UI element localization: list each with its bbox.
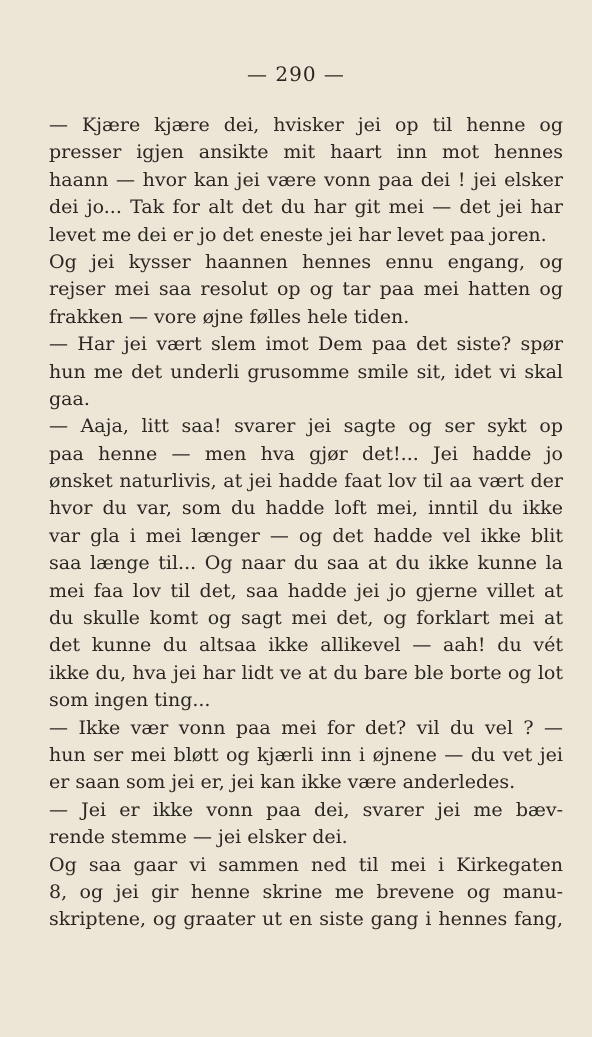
- text-line: du skulle komt og sagt mei det, og forklart mei at: [49, 607, 563, 630]
- text-line: som ingen ting...: [49, 689, 211, 712]
- text-line: Og saa gaar vi sammen ned til mei i Kirkegaten: [49, 853, 563, 876]
- text-line: mei faa lov til det, saa hadde jei jo gjerne villet at: [49, 579, 563, 602]
- text-line: presser igjen ansikte mit haart inn mot hennes: [49, 141, 563, 164]
- body-text: [49, 112, 563, 934]
- text-line: gaa.: [49, 387, 90, 410]
- text-line: saa længe til... Og naar du saa at du ikke kunne la: [49, 552, 563, 575]
- text-line: rejser mei saa resolut op og tar paa mei hatten og: [49, 278, 563, 301]
- text-line: — Ikke vær vonn paa mei for det? vil du vel ? —: [49, 716, 563, 739]
- text-line: haann — hvor kan jei være vonn paa dei ! jei elsker: [49, 168, 563, 191]
- text-line: Og jei kysser haannen hennes ennu engang, og: [49, 250, 563, 273]
- text-line: frakken — vore øjne følles hele tiden.: [49, 305, 410, 328]
- text-line: ikke du, hva jei har lidt ve at du bare ble borte og lot: [49, 661, 563, 684]
- page-number: — 290 —: [247, 62, 345, 86]
- text-line: er saan som jei er, jei kan ikke være anderledes.: [49, 771, 516, 794]
- text-line: hun me det underli grusomme smile sit, idet vi skal: [49, 360, 563, 383]
- text-line: — Kjære kjære dei, hvisker jei op til henne og: [49, 114, 563, 136]
- text-line: — Aaja, litt saa! svarer jei sagte og ser sykt op: [49, 415, 563, 438]
- text-line: levet me dei er jo det eneste jei har levet paa joren.: [49, 223, 547, 246]
- text-line: det kunne du altsaa ikke allikevel — aah! du vét: [49, 634, 563, 657]
- text-line: — Har jei vært slem imot Dem paa det siste? spør: [49, 333, 563, 356]
- text-line: — Jei er ikke vonn paa dei, svarer jei me bæv-: [49, 798, 563, 821]
- text-line: dei jo... Tak for alt det du har git mei — det jei har: [49, 196, 563, 219]
- text-line: ønsket naturlivis, at jei hadde faat lov til aa vært der: [49, 470, 563, 493]
- text-line: 8, og jei gir henne skrine me brevene og manu-: [49, 880, 563, 903]
- text-line: rende stemme — jei elsker dei.: [49, 826, 348, 849]
- text-line: hvor du var, som du hadde loft mei, inntil du ikke: [49, 497, 563, 520]
- text-line: var gla i mei længer — og det hadde vel ikke blit: [49, 524, 563, 547]
- text-line: skriptene, og graater ut en siste gang i hennes fang,: [49, 908, 563, 931]
- text-line: hun ser mei bløtt og kjærli inn i øjnene — du vet jei: [49, 743, 563, 766]
- text-line: paa henne — men hva gjør det!... Jei hadde jo: [49, 442, 563, 465]
